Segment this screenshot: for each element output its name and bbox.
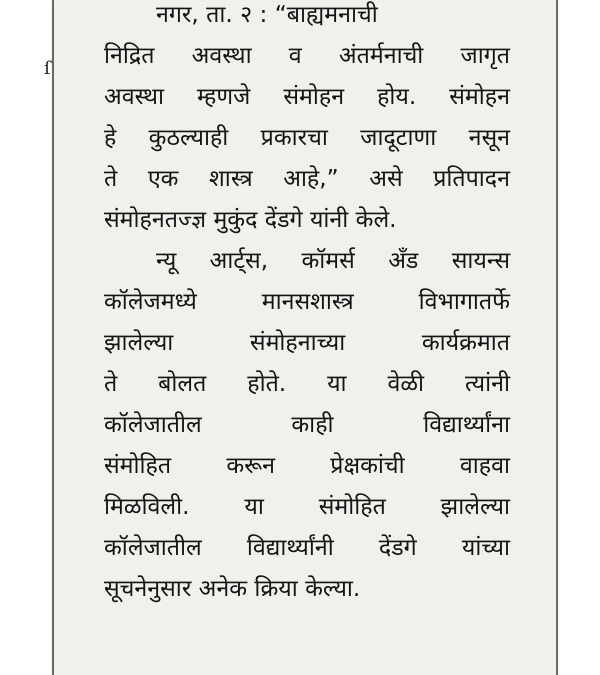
article-line: संमोहनतज्ज्ञ मुकुंद देंडगे यांनी केले.: [104, 206, 397, 233]
article-line: ते बोलत होते. या वेळी त्यांनी: [104, 370, 510, 397]
article-line: सूचनेनुसार अनेक क्रिया केल्या.: [104, 575, 361, 602]
clipping-left-edge: [52, 0, 54, 675]
article-line: झालेल्या संमोहनाच्या कार्यक्रमात: [104, 329, 510, 356]
article-line: निद्रित अवस्था व अंतर्मनाची जागृत: [104, 42, 510, 69]
article-line: कॉलेजातील विद्यार्थ्यांनी देंडगे यांच्या: [104, 534, 510, 561]
article-line: न्यू आर्ट्स, कॉमर्स अँड सायन्स: [156, 247, 510, 274]
paragraph-1: [104, 0, 510, 240]
article-line: नगर, ता. २ : “बाह्यमनाची: [156, 1, 378, 28]
clipping-right-edge: [556, 0, 558, 675]
article-line: कॉलेजातील काही विद्यार्थ्यांना: [104, 411, 510, 438]
article-body: [104, 0, 510, 609]
article-line: मिळविली. या संमोहित झालेल्या: [104, 493, 510, 520]
article-line: ते एक शास्त्र आहे,” असे प्रतिपादन: [104, 165, 510, 192]
article-line: संमोहित करून प्रेक्षकांची वाहवा: [104, 452, 510, 479]
paragraph-2: [104, 240, 510, 609]
article-line: हे कुठल्याही प्रकारचा जादूटाणा नसून: [104, 124, 510, 151]
article-line: अवस्था म्हणजे संमोहन होय. संमोहन: [104, 83, 510, 110]
article-line: कॉलेजमध्ये मानसशास्त्र विभागातर्फे: [104, 288, 510, 315]
margin-mark: ſ: [44, 58, 51, 79]
